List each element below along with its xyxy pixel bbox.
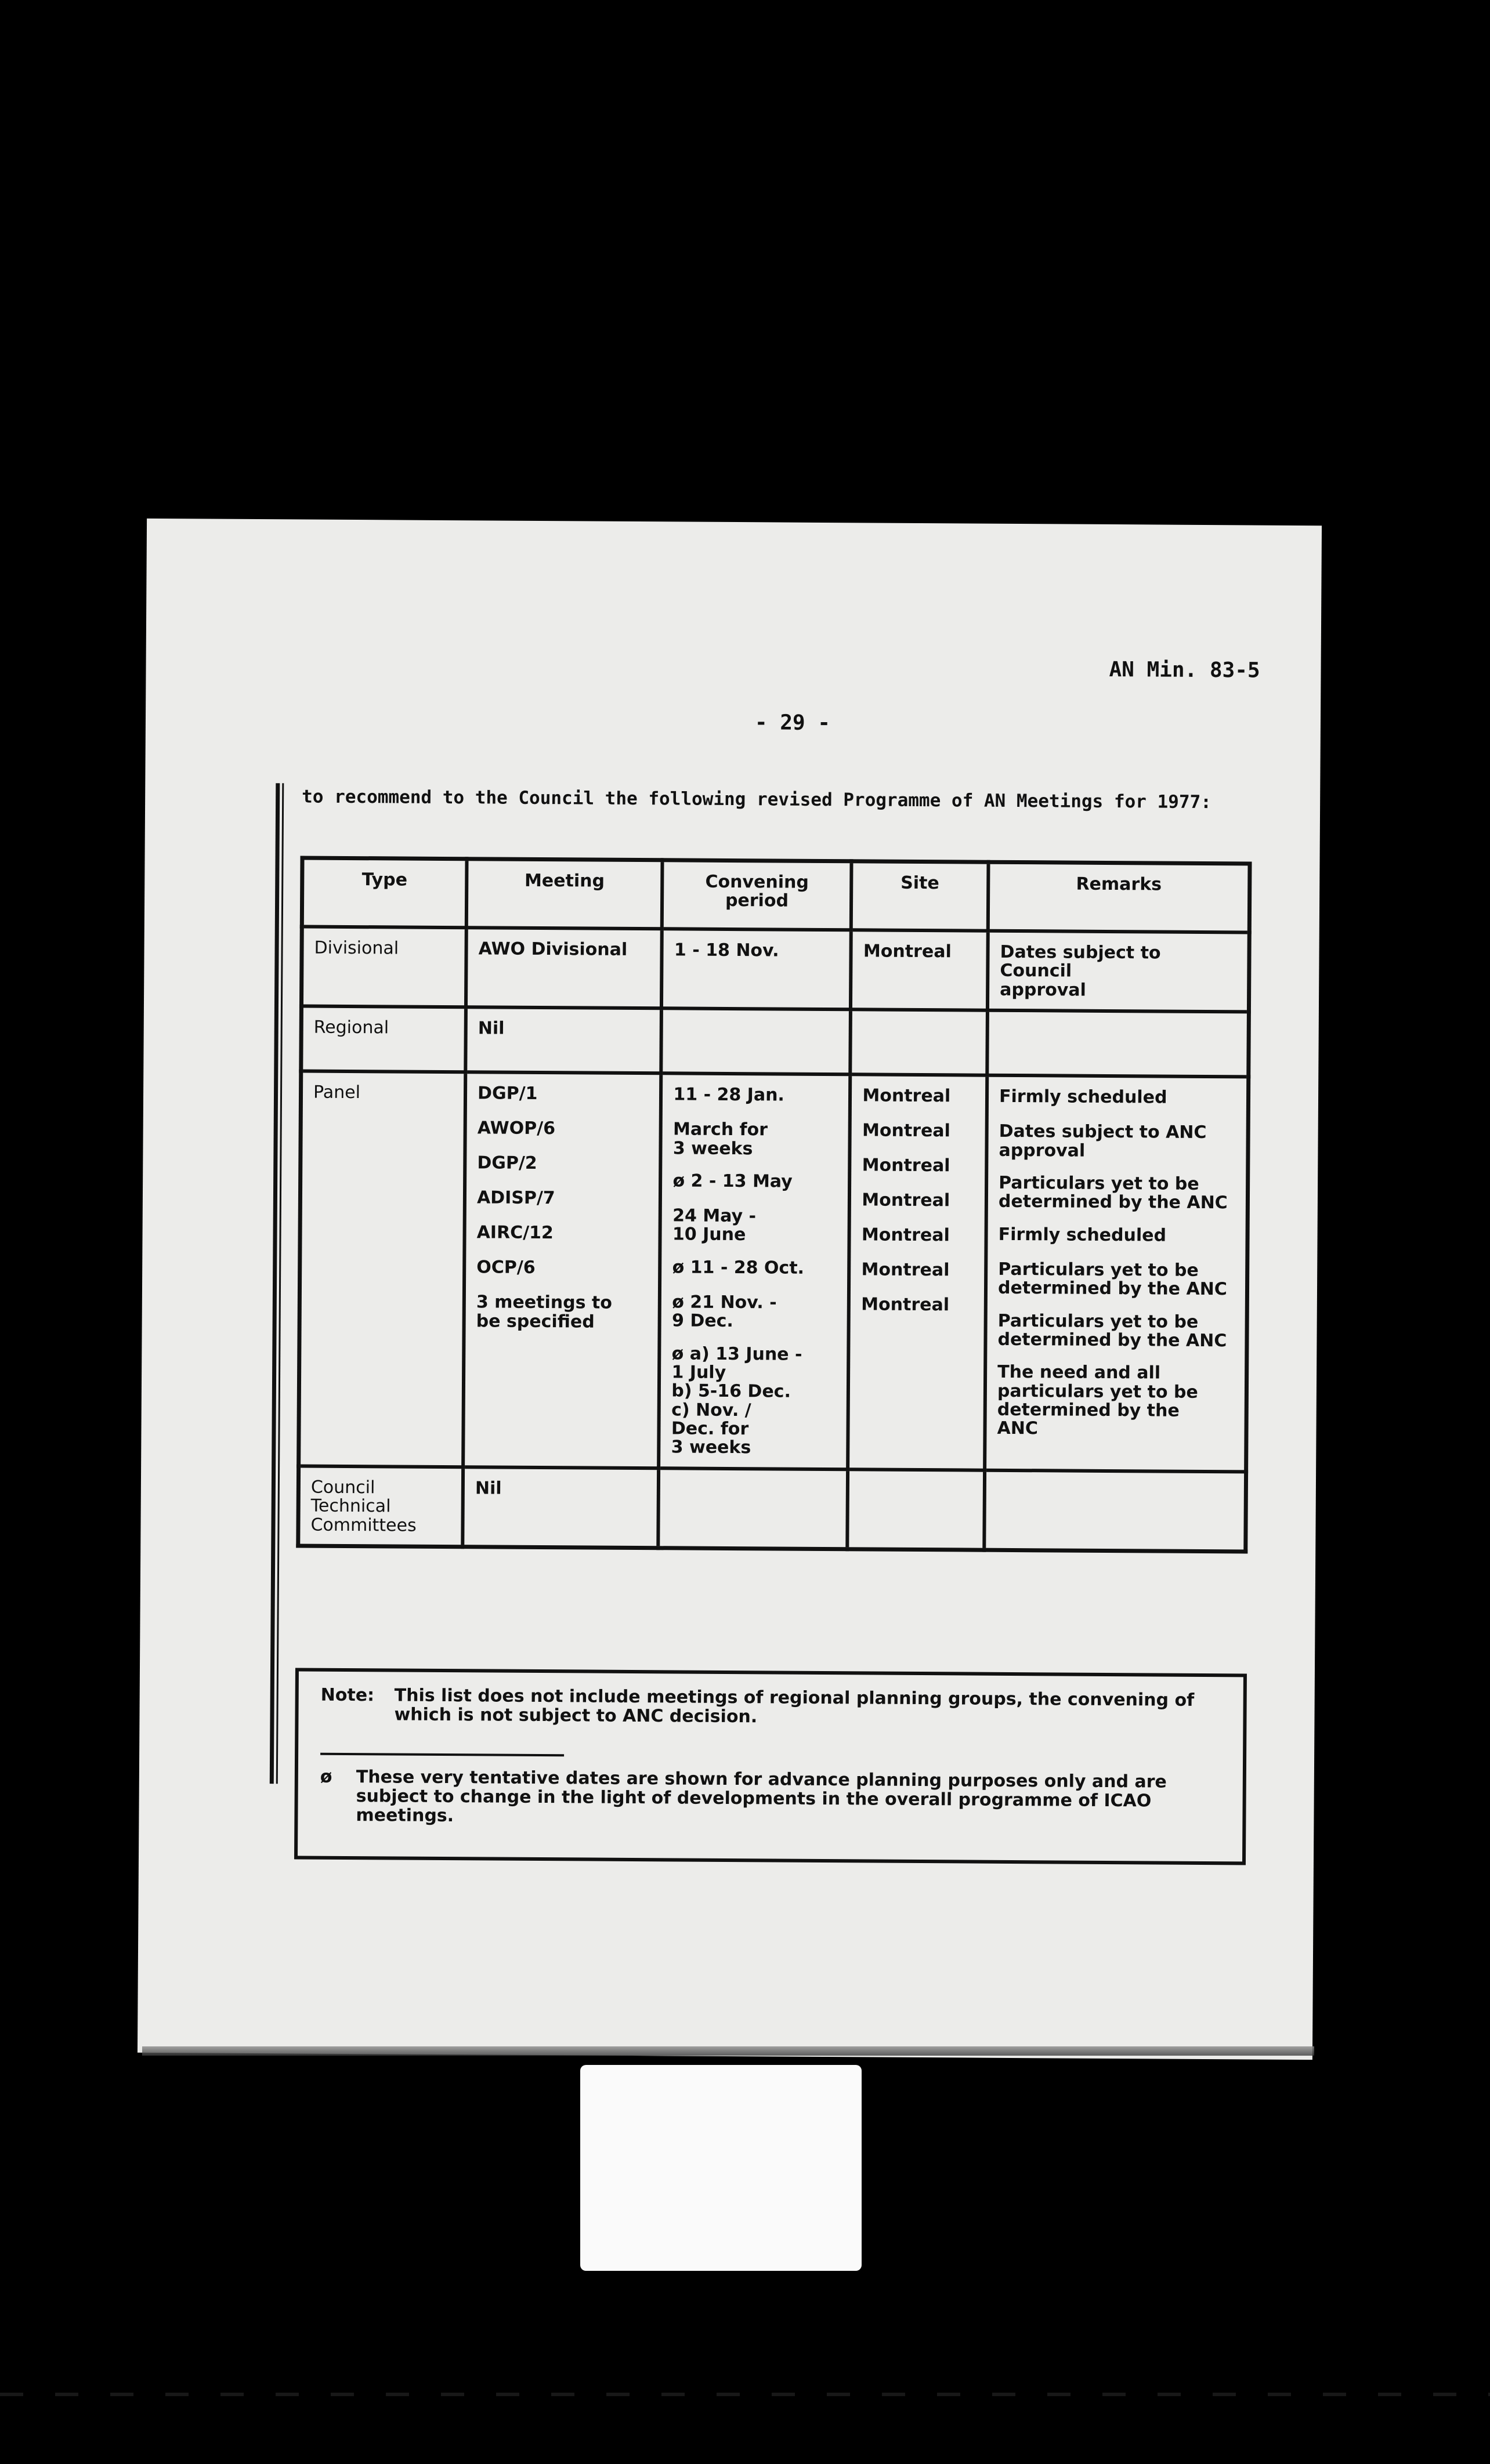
- header-meeting: Meeting: [466, 859, 663, 929]
- table-row: [299, 1071, 1249, 1472]
- remarks-entry: [997, 1483, 1234, 1505]
- remarks-entry: [1000, 1023, 1236, 1045]
- site-entry: Montreal: [862, 1085, 951, 1107]
- header-type: Type: [302, 858, 466, 927]
- cell-meeting: [466, 927, 662, 1008]
- site-entry: Montreal: [861, 1224, 950, 1246]
- remarks-entry: Dates subject to Council approval: [1000, 941, 1161, 1001]
- cell-meeting: [462, 1467, 659, 1548]
- remarks-entry: Particulars yet to be determined by the ANC: [997, 1310, 1227, 1351]
- site-entry: Montreal: [861, 1294, 950, 1316]
- period-entry: March for 3 weeks: [672, 1119, 768, 1159]
- note-text: This list does not include meetings of regional planning groups, the convening of which is not subject to ANC decision.: [394, 1685, 1195, 1727]
- footnote-rule: [320, 1753, 564, 1757]
- site-entry: Montreal: [862, 1155, 950, 1176]
- footnote-mark: ø: [320, 1766, 332, 1787]
- site-entry: Montreal: [861, 1259, 950, 1281]
- cell-meeting: [463, 1072, 661, 1468]
- meeting-entry: ADISP/7: [476, 1187, 555, 1209]
- cell-type: [301, 926, 466, 1007]
- period-entry: 11 - 28 Jan.: [673, 1084, 785, 1106]
- document-reference: AN Min. 83-5: [1109, 657, 1260, 683]
- cell-site: [851, 1009, 988, 1075]
- period-entry: ø a) 13 June - 1 July b) 5-16 Dec. c) Nov. / Dec. for 3 weeks: [671, 1343, 802, 1458]
- meeting-entry: DGP/1: [478, 1083, 538, 1104]
- cell-type-text: Council Technical Committees: [310, 1477, 417, 1536]
- site-entry: Montreal: [862, 1190, 950, 1211]
- blank-white-card: [580, 2065, 862, 2271]
- cell-remarks: [984, 1470, 1246, 1552]
- scan-noise-line: [0, 2393, 1490, 2396]
- page-number: - 29 -: [754, 711, 831, 735]
- remarks-entry: Firmly scheduled: [998, 1224, 1167, 1246]
- notes-box: [294, 1668, 1247, 1865]
- note-label: Note:: [320, 1684, 375, 1706]
- remarks-entry: Particulars yet to be determined by the ANC: [997, 1259, 1227, 1300]
- meeting-entry: Nil: [478, 1018, 505, 1039]
- cell-remarks: [985, 1075, 1249, 1472]
- meeting-entry: AWOP/6: [477, 1118, 556, 1139]
- period-entry: ø 21 Nov. - 9 Dec.: [671, 1292, 777, 1332]
- cell-site: [848, 1074, 987, 1470]
- period-entry: ø 2 - 13 May: [672, 1171, 793, 1192]
- site-entry: Montreal: [862, 1120, 951, 1142]
- cell-type: [299, 1071, 466, 1467]
- meeting-entry: DGP/2: [477, 1153, 537, 1174]
- intro-sentence: to recommend to the Council the following revised Programme of AN Meetings for 1977:: [302, 786, 1212, 813]
- cell-period: [659, 1073, 851, 1469]
- site-entry: Montreal: [863, 941, 952, 962]
- meeting-entry: 3 meetings to be specified: [476, 1292, 613, 1332]
- cell-type: [298, 1466, 463, 1546]
- cell-remarks: [987, 1010, 1249, 1077]
- site-entry: [863, 1022, 975, 1043]
- period-entry: ø 11 - 28 Oct.: [672, 1257, 805, 1278]
- scanned-page: [138, 519, 1322, 2060]
- page-bottom-shadow: [142, 2046, 1314, 2056]
- cell-meeting: [465, 1007, 661, 1073]
- table-row: [301, 926, 1249, 1012]
- meeting-entry: AIRC/12: [476, 1222, 554, 1244]
- site-entry: [860, 1481, 972, 1503]
- cell-type: [301, 1006, 466, 1072]
- cell-period: [661, 929, 851, 1009]
- period-entry: 1 - 18 Nov.: [674, 940, 779, 961]
- table-row: [301, 1006, 1249, 1077]
- table-header-row: [302, 858, 1250, 932]
- cell-type-text: Panel: [313, 1082, 361, 1103]
- footnote-text: These very tentative dates are shown for advance planning purposes only and are subject to change in the light of developments in the overall programme of ICAO meetings.: [356, 1767, 1167, 1827]
- cell-site: [848, 1469, 985, 1550]
- remarks-entry: Particulars yet to be determined by the ANC: [998, 1172, 1228, 1213]
- remarks-entry: Firmly scheduled: [999, 1086, 1167, 1108]
- meetings-programme-table: [296, 856, 1252, 1553]
- period-entry: [674, 1021, 838, 1043]
- table-body: [298, 926, 1249, 1551]
- table-row: [298, 1466, 1246, 1552]
- cell-type-text: Divisional: [314, 937, 399, 959]
- header-convening-period: [662, 860, 852, 930]
- header-remarks: Remarks: [988, 862, 1250, 932]
- meeting-entry: AWO Divisional: [478, 939, 628, 960]
- header-site: Site: [851, 861, 988, 931]
- header-convening-period-text: Convening period: [705, 871, 809, 911]
- meeting-entry: OCP/6: [476, 1257, 536, 1278]
- remarks-entry: Dates subject to ANC approval: [999, 1121, 1207, 1161]
- cell-period: [661, 1008, 851, 1074]
- meeting-entry: Nil: [475, 1478, 502, 1499]
- period-entry: 24 May - 10 June: [672, 1205, 757, 1245]
- period-entry: [671, 1480, 836, 1502]
- cell-period: [659, 1468, 848, 1549]
- cell-site: [851, 930, 988, 1010]
- cell-remarks: [988, 931, 1249, 1012]
- cell-type-text: Regional: [313, 1017, 389, 1038]
- remarks-entry: The need and all particulars yet to be determined by the ANC: [997, 1362, 1198, 1439]
